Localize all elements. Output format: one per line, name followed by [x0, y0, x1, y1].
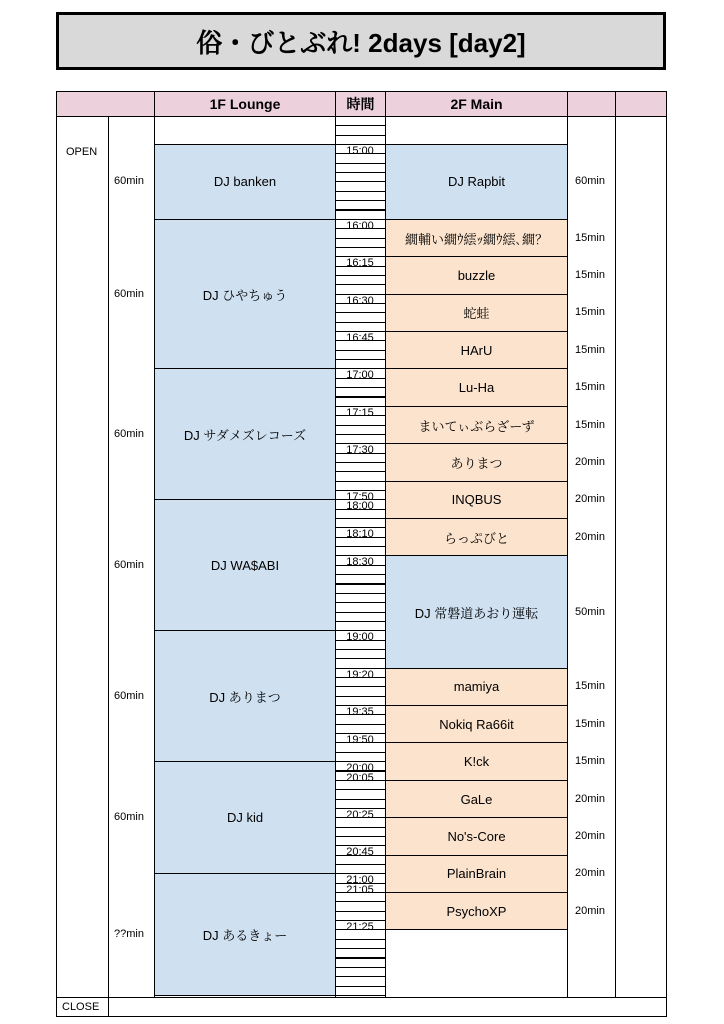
time-label: 21:25: [346, 921, 374, 934]
lounge-duration: 60min: [114, 287, 144, 300]
main-set: No's-Core: [385, 817, 568, 855]
time-label: 20:45: [346, 846, 374, 859]
time-label: 19:00: [346, 631, 374, 644]
time-label: 17:15: [346, 406, 374, 419]
main-set: DJ Rapbit: [385, 144, 568, 220]
main-set: INQBUS: [385, 481, 568, 519]
close-divider: [108, 997, 109, 1016]
main-set: PsychoXP: [385, 892, 568, 930]
lounge-duration: 60min: [114, 175, 144, 188]
main-duration: 15min: [575, 755, 605, 768]
lounge-empty-top: [154, 116, 336, 145]
time-label: 18:10: [346, 528, 374, 541]
main-set: 繝輔い繝ｳ繧ｯ繝ｳ繧､繝？: [385, 219, 568, 257]
time-label: 17:00: [346, 369, 374, 382]
header-blank-2: [567, 91, 616, 117]
main-duration: 15min: [575, 381, 605, 394]
header-blank: [56, 91, 155, 117]
time-label: 19:20: [346, 668, 374, 681]
column-line: [615, 116, 616, 997]
main-set: ありまつ: [385, 443, 568, 481]
lounge-duration: 60min: [114, 558, 144, 571]
time-label: 19:35: [346, 706, 374, 719]
lounge-set: DJ banken: [154, 144, 336, 220]
time-label: 16:45: [346, 332, 374, 345]
time-label: 17:50: [346, 491, 374, 503]
lounge-duration: 60min: [114, 811, 144, 824]
lounge-set: DJ ありまつ: [154, 630, 336, 762]
main-duration: 20min: [575, 455, 605, 468]
lounge-duration: 60min: [114, 689, 144, 702]
time-label: 21:00: [346, 874, 374, 887]
header-blank-3: [615, 91, 667, 117]
main-set: GaLe: [385, 780, 568, 818]
time-label: 16:00: [346, 219, 374, 232]
time-label: 17:30: [346, 444, 374, 457]
time-label: 19:50: [346, 734, 374, 747]
main-duration: 20min: [575, 792, 605, 805]
lounge-set: DJ あるきょー: [154, 873, 336, 996]
header-time: 時間: [335, 91, 386, 117]
main-duration: 20min: [575, 493, 605, 506]
main-duration: 20min: [575, 904, 605, 917]
time-label: 16:15: [346, 257, 374, 270]
time-label: 18:30: [346, 556, 374, 569]
header-main: 2F Main: [385, 91, 568, 117]
main-set: Nokiq Ra66it: [385, 705, 568, 743]
main-set: Lu-Ha: [385, 368, 568, 406]
lounge-duration: 60min: [114, 427, 144, 440]
lounge-set: DJ WA$ABI: [154, 499, 336, 631]
header-lounge: 1F Lounge: [154, 91, 336, 117]
main-duration: 20min: [575, 530, 605, 543]
time-label: 20:00: [346, 762, 374, 775]
main-duration: 15min: [575, 231, 605, 244]
main-duration: 15min: [575, 717, 605, 730]
lounge-set: DJ ひやちゅう: [154, 219, 336, 370]
main-duration: 50min: [575, 605, 605, 618]
time-label: 21:05: [346, 883, 374, 896]
main-set: DJ 常磐道あおり運転: [385, 555, 568, 668]
main-duration: 15min: [575, 268, 605, 281]
column-line: [56, 116, 57, 997]
time-label: 15:00: [346, 145, 374, 158]
lounge-duration: ??min: [114, 928, 144, 941]
column-line: [666, 116, 667, 997]
main-duration: 15min: [575, 306, 605, 319]
main-duration: 15min: [575, 343, 605, 356]
main-set: K!ck: [385, 742, 568, 780]
time-slot: [335, 986, 386, 996]
main-duration: 20min: [575, 829, 605, 842]
main-duration: 60min: [575, 175, 605, 188]
open-label: OPEN: [66, 146, 98, 158]
time-label: 20:25: [346, 808, 374, 821]
time-label: 18:00: [346, 500, 374, 513]
main-duration: 20min: [575, 867, 605, 880]
main-set: buzzle: [385, 256, 568, 294]
main-set: HArU: [385, 331, 568, 369]
column-line: [108, 116, 109, 997]
main-duration: 15min: [575, 680, 605, 693]
main-duration: 15min: [575, 418, 605, 431]
page-title: 俗・びとぶれ! 2days [day2]: [56, 12, 666, 70]
time-label: 20:05: [346, 771, 374, 784]
main-empty-top: [385, 116, 568, 145]
main-set: mamiya: [385, 668, 568, 706]
main-set: 蛇蛙: [385, 294, 568, 332]
time-label: 16:30: [346, 294, 374, 307]
close-label: CLOSE: [62, 1001, 100, 1013]
main-set: PlainBrain: [385, 855, 568, 893]
main-set: まいてぃぶらざーず: [385, 406, 568, 444]
main-set: らっぷびと: [385, 518, 568, 556]
lounge-set: DJ kid: [154, 761, 336, 874]
close-row: [56, 997, 667, 1017]
lounge-set: DJ サダメズレコーズ: [154, 368, 336, 500]
